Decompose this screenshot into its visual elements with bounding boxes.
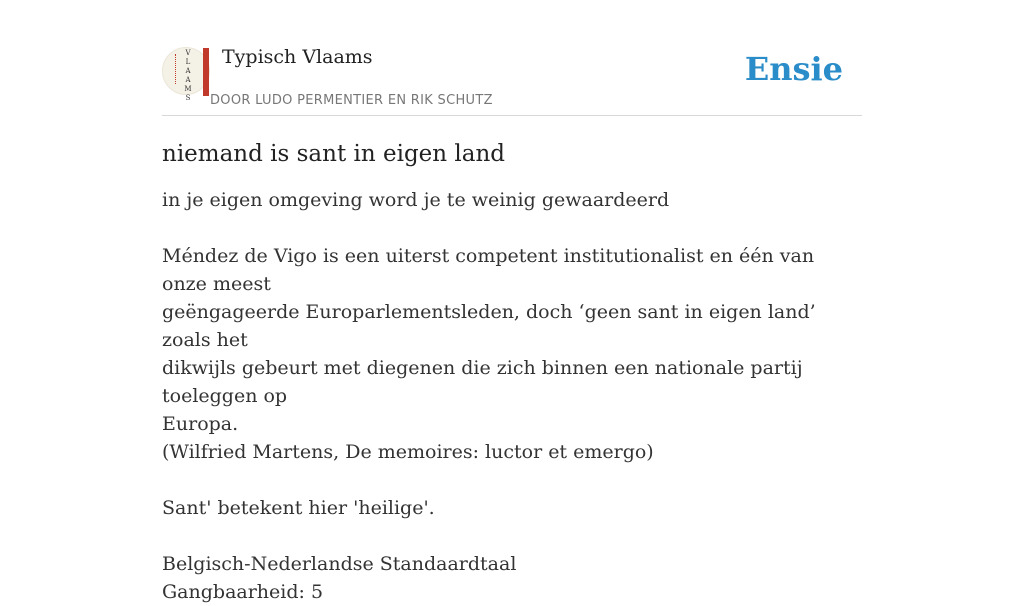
ensie-brand-logo[interactable]: Ensie (744, 50, 843, 88)
example-source: (Wilfried Martens, De memoires: luctor et emergo) (162, 441, 654, 463)
byline: DOOR LUDO PERMENTIER EN RIK SCHUTZ (210, 93, 493, 108)
entry-content (162, 134, 862, 606)
entry-category: Belgisch-Nederlandse Standaardtaal (162, 553, 517, 575)
site-title[interactable]: Typisch Vlaams (222, 46, 373, 68)
example-line: Europa. (162, 413, 239, 435)
header (162, 44, 862, 116)
logo-ornament (175, 54, 180, 84)
logo-letters: V L A A M S (184, 49, 192, 102)
site-logo[interactable] (162, 47, 210, 102)
example-line: geëngageerde Europarlementsleden, doch ‘geen sant in eigen land’ zoals het (162, 301, 816, 351)
example-line: dikwijls gebeurt met diegenen die zich binnen een nationale partij toeleggen op (162, 357, 803, 407)
entry-note: Sant' betekent hier 'heilige'. (162, 497, 435, 519)
entry-title: niemand is sant in eigen land (162, 141, 506, 167)
logo-accent-bar (203, 48, 209, 96)
entry-usage-line: Gangbaarheid: 5 (162, 581, 324, 603)
entry-definition: in je eigen omgeving word je te weinig gewaardeerd (162, 189, 670, 211)
example-line: Méndez de Vigo is een uiterst competent institutionalist en één van onze meest (162, 245, 815, 295)
